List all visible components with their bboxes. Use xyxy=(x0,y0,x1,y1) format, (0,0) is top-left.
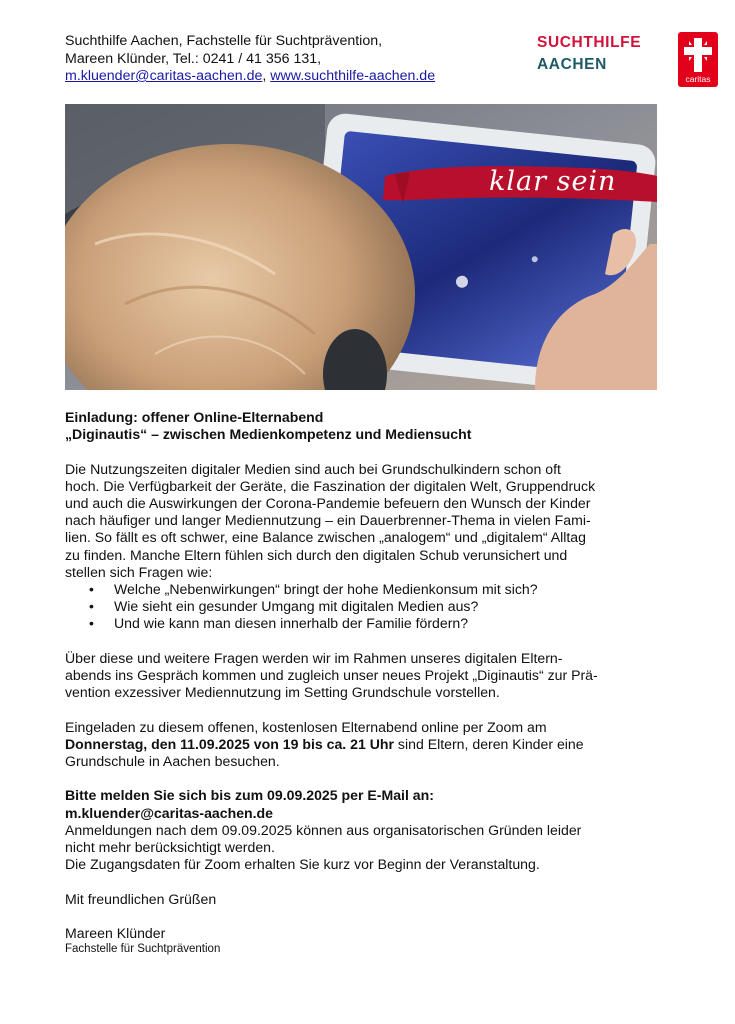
event-date-time: Donnerstag, den 11.09.2025 von 19 bis ca. 21 Uhr xyxy=(65,735,395,752)
paragraph-line: Anmeldungen nach dem 09.09.2025 können aus organisatorischen Gründen leider xyxy=(65,821,582,838)
paragraph-line: abends ins Gespräch kommen und zugleich unser neues Projekt „Diginautis“ zur Prä- xyxy=(65,667,598,684)
list-item: • Und wie kann man diesen innerhalb der Familie fördern? xyxy=(65,615,660,632)
list-item: • Wie sieht ein gesunder Umgang mit digitalen Medien aus? xyxy=(65,598,660,615)
paragraph-line: Die Nutzungszeiten digitaler Medien sind auch bei Grundschulkindern schon oft xyxy=(65,460,561,477)
paragraph-line: Über diese und weitere Fragen werden wir im Rahmen unseres digitalen Eltern- xyxy=(65,649,563,666)
header-line-contact: Mareen Klünder, Tel.: 0241 / 41 356 131, xyxy=(65,50,322,67)
invitation-title: Einladung: offener Online-Elternabend xyxy=(65,409,324,425)
signature-name: Mareen Klünder xyxy=(65,925,166,941)
registration-paragraph xyxy=(65,787,660,873)
header-line-links xyxy=(65,68,505,86)
caritas-badge-text: caritas xyxy=(685,74,711,84)
invitation-subtitle: „Diginautis“ – zwischen Medienkompetenz und Mediensucht xyxy=(65,426,472,443)
paragraph-line: vention exzessiver Mediennutzung im Setting Grundschule vorstellen. xyxy=(65,684,500,701)
contact-header xyxy=(65,33,505,86)
paragraph-line: stellen sich Fragen wie: xyxy=(65,563,213,580)
signature-role: Fachstelle für Suchtprävention xyxy=(65,943,221,956)
paragraph-line: und auch die Auswirkungen der Corona-Pandemie befeuern den Wunsch der Kinder xyxy=(65,495,591,511)
link-separator: , xyxy=(262,68,271,84)
paragraph-line: lien. So fällt es oft schwer, eine Balance zwischen „analogem“ und „digitalem“ Alltag xyxy=(65,529,586,546)
logo-word-aachen: AACHEN xyxy=(537,56,607,73)
paragraph-line: nicht mehr berücksichtigt werden. xyxy=(65,839,275,856)
paragraph-line: hoch. Die Verfügbarkeit der Geräte, die Faszination der digitalen Welt, Gruppendruck xyxy=(65,477,596,494)
registration-deadline: Bitte melden Sie sich bis zum 09.09.2025 per E-Mail an: xyxy=(65,787,434,804)
tagline-text: klar sein xyxy=(489,166,617,197)
paragraph-line xyxy=(65,736,660,753)
suchthilfe-logo xyxy=(537,33,667,75)
logo-word-suchthilfe: SUCHTHILFE xyxy=(537,34,642,51)
letter-body xyxy=(65,409,660,956)
project-paragraph xyxy=(65,650,660,702)
paragraph-line: Grundschule in Aachen besuchen. xyxy=(65,753,280,770)
question-list xyxy=(65,581,660,633)
header-line-organization: Suchthilfe Aachen, Fachstelle für Suchtprävention, xyxy=(65,33,383,49)
caritas-flame-cross-icon xyxy=(678,32,718,87)
closing-greeting: Mit freundlichen Grüßen xyxy=(65,890,217,907)
tagline-brush-label xyxy=(457,164,657,210)
caritas-logo xyxy=(678,32,718,87)
website-link[interactable]: www.suchthilfe-aachen.de xyxy=(270,68,436,84)
child-with-tablet-illustration xyxy=(65,104,657,390)
event-details-paragraph xyxy=(65,719,660,771)
paragraph-line: Eingeladen zu diesem offenen, kostenlosen Elternabend online per Zoom am xyxy=(65,718,547,735)
paragraph-line: nach häufiger und langer Mediennutzung – ein Dauerbrenner-Thema in vielen Fami- xyxy=(65,512,591,529)
registration-email: m.kluender@caritas-aachen.de xyxy=(65,804,274,821)
paragraph-line: Die Zugangsdaten für Zoom erhalten Sie kurz vor Beginn der Veranstaltung. xyxy=(65,856,540,873)
list-item: • Welche „Nebenwirkungen“ bringt der hohe Medienkonsum mit sich? xyxy=(65,581,660,598)
paragraph-line: zu finden. Manche Eltern fühlen sich durch den digitalen Schub verunsichert und xyxy=(65,546,568,563)
hero-photo xyxy=(65,104,657,390)
event-audience: sind Eltern, deren Kinder eine xyxy=(394,735,584,752)
email-link[interactable]: m.kluender@caritas-aachen.de xyxy=(65,68,263,84)
intro-paragraph xyxy=(65,461,660,581)
